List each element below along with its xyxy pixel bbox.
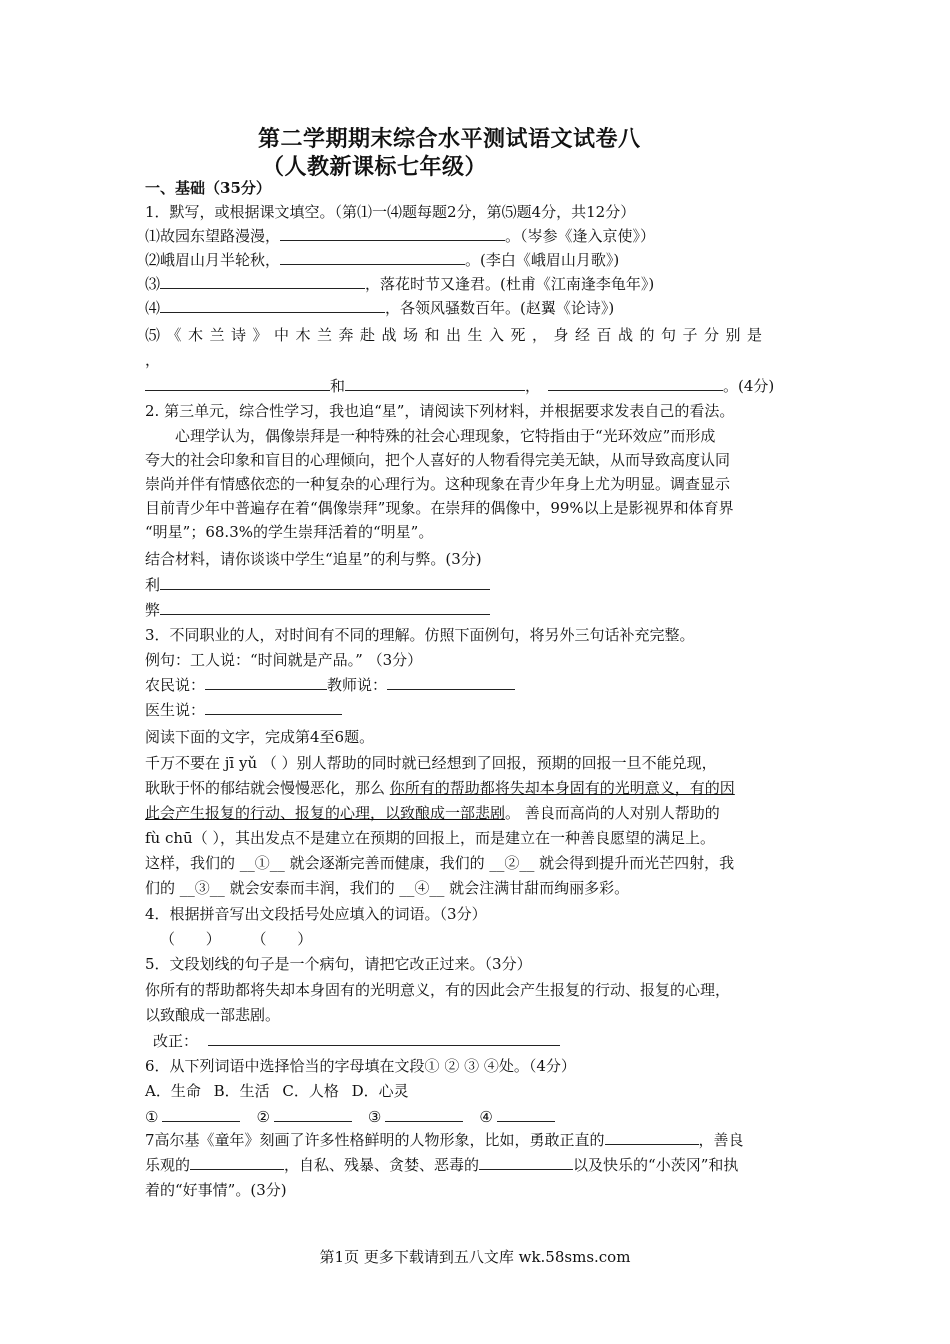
passage-line bbox=[145, 777, 735, 799]
passage-line: fù chū（ ），其出发点不是建立在预期的回报上，而是建立在一种善良愿望的满足上。 bbox=[145, 829, 715, 847]
answer-blank[interactable] bbox=[605, 1130, 699, 1145]
answer-blank[interactable] bbox=[145, 376, 330, 391]
q6-stem: 6．从下列词语中选择恰当的字母填在文段① ② ③ ④处。（4分） bbox=[145, 1057, 576, 1075]
answer-blank[interactable] bbox=[208, 1031, 560, 1046]
q2-material-line: “明星”；68.3%的学生崇拜活着的“明星”。 bbox=[145, 523, 434, 541]
q6-mark-1: ① bbox=[145, 1108, 159, 1126]
q6-answers bbox=[145, 1106, 555, 1128]
q1-item-2-source: 。(李白《峨眉山月歌》) bbox=[465, 251, 620, 269]
passage-blank-2[interactable]: __②__ bbox=[489, 854, 535, 872]
q1-item-3 bbox=[145, 273, 654, 295]
q1-item-2-text: ⑵峨眉山月半轮秋， bbox=[145, 251, 281, 269]
passage-text: 耿耿于怀的郁结就会慢慢恶化，那么 bbox=[145, 779, 390, 797]
answer-blank[interactable] bbox=[160, 575, 490, 590]
passage-text: 。 善良而高尚的人对别人帮助的 bbox=[505, 804, 720, 822]
q2-cons-label: 弊 bbox=[145, 601, 161, 619]
q4-answer-blanks[interactable]: （ ） （ ） bbox=[160, 930, 313, 948]
q3-example: 例句：工人说：“时间就是产品。” （3分） bbox=[145, 651, 423, 669]
answer-blank[interactable] bbox=[274, 1107, 352, 1122]
q3-doctor-label: 医生说： bbox=[145, 701, 206, 719]
passage-blank-3[interactable]: __③__ bbox=[179, 879, 225, 897]
q1-item-1 bbox=[145, 225, 655, 247]
passage-line bbox=[145, 802, 720, 824]
q1-item-5-score: 。(4分) bbox=[723, 377, 775, 395]
answer-blank[interactable] bbox=[280, 250, 465, 265]
q3-farmer-label: 农民说： bbox=[145, 676, 206, 694]
passage-text: 这样，我们的 bbox=[145, 854, 240, 872]
answer-blank[interactable] bbox=[548, 376, 723, 391]
q1-item-1-text: ⑴故园东望路漫漫， bbox=[145, 227, 281, 245]
passage-text: 就会安泰而丰润，我们的 bbox=[224, 879, 400, 897]
q2-material-line: 夸大的社会印象和盲目的心理倾向，把个人喜好的人物看得完美无缺，从而导致高度认同 bbox=[145, 451, 731, 469]
q7-text: 以及快乐的“小茨冈”和执 bbox=[573, 1156, 739, 1174]
q2-material-line: 心理学认为，偶像崇拜是一种特殊的社会心理现象，它特指由于“光环效应”而形成 bbox=[175, 427, 716, 445]
passage-text: 就会得到提升而光芒四射，我 bbox=[534, 854, 735, 872]
q7-text: ，善良 bbox=[698, 1131, 744, 1149]
passage-line: 千万不要在 jī yǔ （ ）别人帮助的同时就已经想到了回报，预期的回报一旦不能兑现， bbox=[145, 754, 717, 772]
answer-blank[interactable] bbox=[160, 298, 385, 313]
q1-item-5-comma: ， bbox=[145, 351, 161, 369]
q2-material-line: 崇尚并伴有情感依恋的一种复杂的心理行为。这种现象在青少年身上尤为明显。调查显示 bbox=[145, 475, 731, 493]
answer-blank[interactable] bbox=[385, 1107, 463, 1122]
answer-blank[interactable] bbox=[280, 226, 505, 241]
q5-stem: 5．文段划线的句子是一个病句，请把它改正过来。（3分） bbox=[145, 955, 532, 973]
q3-stem: 3．不同职业的人，对时间有不同的理解。仿照下面例句，将另外三句话补充完整。 bbox=[145, 626, 695, 644]
q3-farmer-teacher bbox=[145, 674, 515, 696]
q1-item-5: ⑸《木兰诗》中木兰奔赴战场和出生入死，身经百战的句子分别是 bbox=[145, 326, 769, 344]
q6-options: A．生命 B．生活 C．人格 D．心灵 bbox=[145, 1082, 409, 1100]
q1-item-5-sep: ， bbox=[525, 377, 541, 395]
answer-blank[interactable] bbox=[345, 376, 525, 391]
answer-blank[interactable] bbox=[160, 274, 365, 289]
q4-stem: 4．根据拼音写出文段括号处应填入的词语。（3分） bbox=[145, 905, 487, 923]
passage-blank-4[interactable]: __④__ bbox=[399, 879, 445, 897]
q3-doctor bbox=[145, 699, 342, 721]
q2-ask: 结合材料，请你谈谈中学生“追星”的利与弊。(3分) bbox=[145, 550, 482, 568]
q5-sentence: 你所有的帮助都将失却本身固有的光明意义，有的因此会产生报复的行动、报复的心理， bbox=[145, 981, 731, 999]
q6-mark-3: ③ bbox=[367, 1108, 382, 1126]
passage-text: 们的 bbox=[145, 879, 180, 897]
q7-line bbox=[145, 1129, 744, 1151]
q1-item-3-text: ，落花时节又逢君。(杜甫《江南逢李龟年》) bbox=[365, 275, 655, 293]
q1-item-3-num: ⑶ bbox=[145, 275, 161, 293]
q2-cons bbox=[145, 599, 490, 621]
passage-line bbox=[145, 877, 629, 899]
q1-stem: 1．默写，或根据课文填空。（第⑴一⑷题每题2分，第⑸题4分，共12分） bbox=[145, 203, 636, 221]
q7-text: 7高尔基《童年》刻画了许多性格鲜明的人物形象，比如，勇敢正直的 bbox=[145, 1131, 605, 1149]
q2-pros-label: 利 bbox=[145, 576, 161, 594]
passage-blank-1[interactable]: __①__ bbox=[239, 854, 285, 872]
q1-item-2 bbox=[145, 249, 619, 271]
q1-item-4-num: ⑷ bbox=[145, 299, 161, 317]
passage-underlined: 此会产生报复的行动、报复的心理，以致酿成一部悲剧 bbox=[145, 804, 506, 822]
answer-blank[interactable] bbox=[160, 600, 490, 615]
q3-teacher-label: 教师说： bbox=[327, 676, 388, 694]
passage-text: 就会注满甘甜而绚丽多彩。 bbox=[444, 879, 630, 897]
q1-item-5-and: 和 bbox=[330, 377, 346, 395]
passage-text: 就会逐渐完善而健康，我们的 bbox=[284, 854, 490, 872]
answer-blank[interactable] bbox=[162, 1107, 240, 1122]
answer-blank[interactable] bbox=[190, 1155, 284, 1170]
page-subtitle: （人教新课标七年级） bbox=[262, 154, 488, 180]
q1-item-4 bbox=[145, 297, 614, 319]
passage-underlined: 你所有的帮助都将失却本身固有的光明意义，有的因 bbox=[389, 779, 735, 797]
q1-item-4-text: ，各领风骚数百年。(赵翼《论诗》) bbox=[385, 299, 615, 317]
q7-text: ，自私、残暴、贪婪、恶毒的 bbox=[284, 1156, 480, 1174]
q1-item-5-blanks bbox=[145, 375, 774, 397]
page-footer: 第1页 更多下载请到五八文库 wk.58sms.com bbox=[319, 1248, 631, 1266]
answer-blank[interactable] bbox=[479, 1155, 573, 1170]
section-heading: 一、基础（35分） bbox=[145, 179, 271, 197]
answer-blank[interactable] bbox=[205, 700, 342, 715]
q7-text: 乐观的 bbox=[145, 1156, 191, 1174]
q7-line: 着的“好事情”。(3分) bbox=[145, 1181, 287, 1199]
q6-mark-2: ② bbox=[256, 1108, 270, 1126]
q2-stem: 2. 第三单元，综合性学习，我也追“星”，请阅读下列材料，并根据要求发表自己的看法。 bbox=[145, 402, 735, 420]
answer-blank[interactable] bbox=[205, 675, 327, 690]
q6-mark-4: ④ bbox=[479, 1108, 493, 1126]
q5-sentence: 以致酿成一部悲剧。 bbox=[145, 1006, 281, 1024]
page-title: 第二学期期末综合水平测试语文试卷八 bbox=[258, 126, 641, 152]
q2-material-line: 目前青少年中普遍存在着“偶像崇拜”现象。在崇拜的偶像中，99%以上是影视界和体育界 bbox=[145, 499, 734, 517]
answer-blank[interactable] bbox=[387, 675, 515, 690]
q5-correction-label: 改正： bbox=[153, 1032, 199, 1050]
q2-pros bbox=[145, 574, 490, 596]
passage-intro: 阅读下面的文字，完成第4至6题。 bbox=[145, 728, 375, 746]
q5-correction bbox=[153, 1030, 560, 1052]
q7-line bbox=[145, 1154, 738, 1176]
answer-blank[interactable] bbox=[497, 1107, 555, 1122]
passage-line bbox=[145, 852, 734, 874]
q1-item-1-source: 。（岑参《逢入京使》） bbox=[505, 227, 656, 245]
